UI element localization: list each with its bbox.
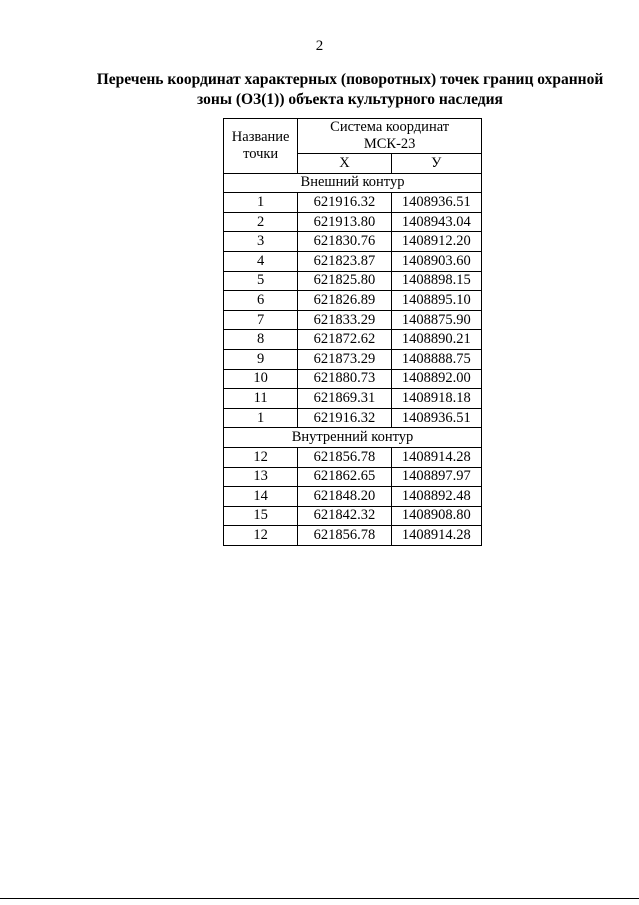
table-row <box>224 193 482 213</box>
cell-x: 621848.20 <box>298 487 391 507</box>
page-number: 2 <box>315 38 324 54</box>
cell-y: 1408943.04 <box>391 212 481 232</box>
table-row <box>224 369 482 389</box>
cell-x: 621869.31 <box>298 389 391 409</box>
cell-y: 1408908.80 <box>391 506 481 526</box>
cell-y: 1408914.28 <box>391 447 481 467</box>
cell-x: 621873.29 <box>298 349 391 369</box>
section-row <box>224 173 482 193</box>
coordinates-table <box>223 118 482 546</box>
title-line-1: Перечень координат характерных (поворотных) точек границ охранной <box>96 71 604 88</box>
cell-point: 14 <box>224 487 298 507</box>
cell-point: 5 <box>224 271 298 291</box>
title-line-2: зоны (ОЗ(1)) объекта культурного наследия <box>197 91 503 108</box>
cell-y: 1408912.20 <box>391 232 481 252</box>
table-row <box>224 349 482 369</box>
document-title <box>95 70 605 110</box>
cell-y: 1408936.51 <box>391 408 481 428</box>
cell-point: 1 <box>224 193 298 213</box>
cell-x: 621916.32 <box>298 408 391 428</box>
cell-point: 1 <box>224 408 298 428</box>
table-row <box>224 487 482 507</box>
table-body <box>224 173 482 545</box>
cell-point: 10 <box>224 369 298 389</box>
cell-y: 1408936.51 <box>391 193 481 213</box>
table-row <box>224 271 482 291</box>
cell-point: 11 <box>224 389 298 409</box>
cell-x: 621833.29 <box>298 310 391 330</box>
header-coordinate-system <box>298 119 482 154</box>
cell-point: 4 <box>224 251 298 271</box>
cell-y: 1408875.90 <box>391 310 481 330</box>
cell-y: 1408890.21 <box>391 330 481 350</box>
cell-y: 1408898.15 <box>391 271 481 291</box>
cell-x: 621862.65 <box>298 467 391 487</box>
cell-x: 621872.62 <box>298 330 391 350</box>
table-row <box>224 251 482 271</box>
table-row <box>224 389 482 409</box>
cell-x: 621913.80 <box>298 212 391 232</box>
table-row <box>224 467 482 487</box>
header-point-name: Название точки <box>224 119 298 174</box>
section-title: Внутренний контур <box>224 428 482 448</box>
cell-x: 621916.32 <box>298 193 391 213</box>
cell-x: 621830.76 <box>298 232 391 252</box>
cell-point: 12 <box>224 526 298 546</box>
cell-y: 1408892.48 <box>391 487 481 507</box>
header-y: У <box>391 154 481 174</box>
header-system-line-2: МСК-23 <box>363 136 416 152</box>
cell-y: 1408903.60 <box>391 251 481 271</box>
cell-point: 12 <box>224 447 298 467</box>
table-row <box>224 310 482 330</box>
cell-point: 2 <box>224 212 298 232</box>
cell-point: 6 <box>224 291 298 311</box>
cell-x: 621842.32 <box>298 506 391 526</box>
table-row <box>224 232 482 252</box>
cell-y: 1408918.18 <box>391 389 481 409</box>
cell-point: 9 <box>224 349 298 369</box>
cell-point: 3 <box>224 232 298 252</box>
cell-x: 621880.73 <box>298 369 391 389</box>
table-row <box>224 526 482 546</box>
cell-x: 621825.80 <box>298 271 391 291</box>
cell-x: 621856.78 <box>298 526 391 546</box>
table-row <box>224 408 482 428</box>
table-row <box>224 330 482 350</box>
cell-x: 621823.87 <box>298 251 391 271</box>
cell-x: 621856.78 <box>298 447 391 467</box>
table-row <box>224 291 482 311</box>
table-row <box>224 447 482 467</box>
table-header <box>224 119 482 174</box>
cell-point: 8 <box>224 330 298 350</box>
section-row <box>224 428 482 448</box>
header-system-line-1: Система координат <box>330 119 450 135</box>
section-title: Внешний контур <box>224 173 482 193</box>
cell-point: 15 <box>224 506 298 526</box>
cell-y: 1408888.75 <box>391 349 481 369</box>
cell-y: 1408895.10 <box>391 291 481 311</box>
table-row <box>224 506 482 526</box>
header-x: X <box>298 154 391 174</box>
cell-x: 621826.89 <box>298 291 391 311</box>
cell-y: 1408892.00 <box>391 369 481 389</box>
cell-y: 1408914.28 <box>391 526 481 546</box>
table-row <box>224 212 482 232</box>
bottom-rule <box>0 898 639 899</box>
cell-point: 13 <box>224 467 298 487</box>
cell-point: 7 <box>224 310 298 330</box>
cell-y: 1408897.97 <box>391 467 481 487</box>
